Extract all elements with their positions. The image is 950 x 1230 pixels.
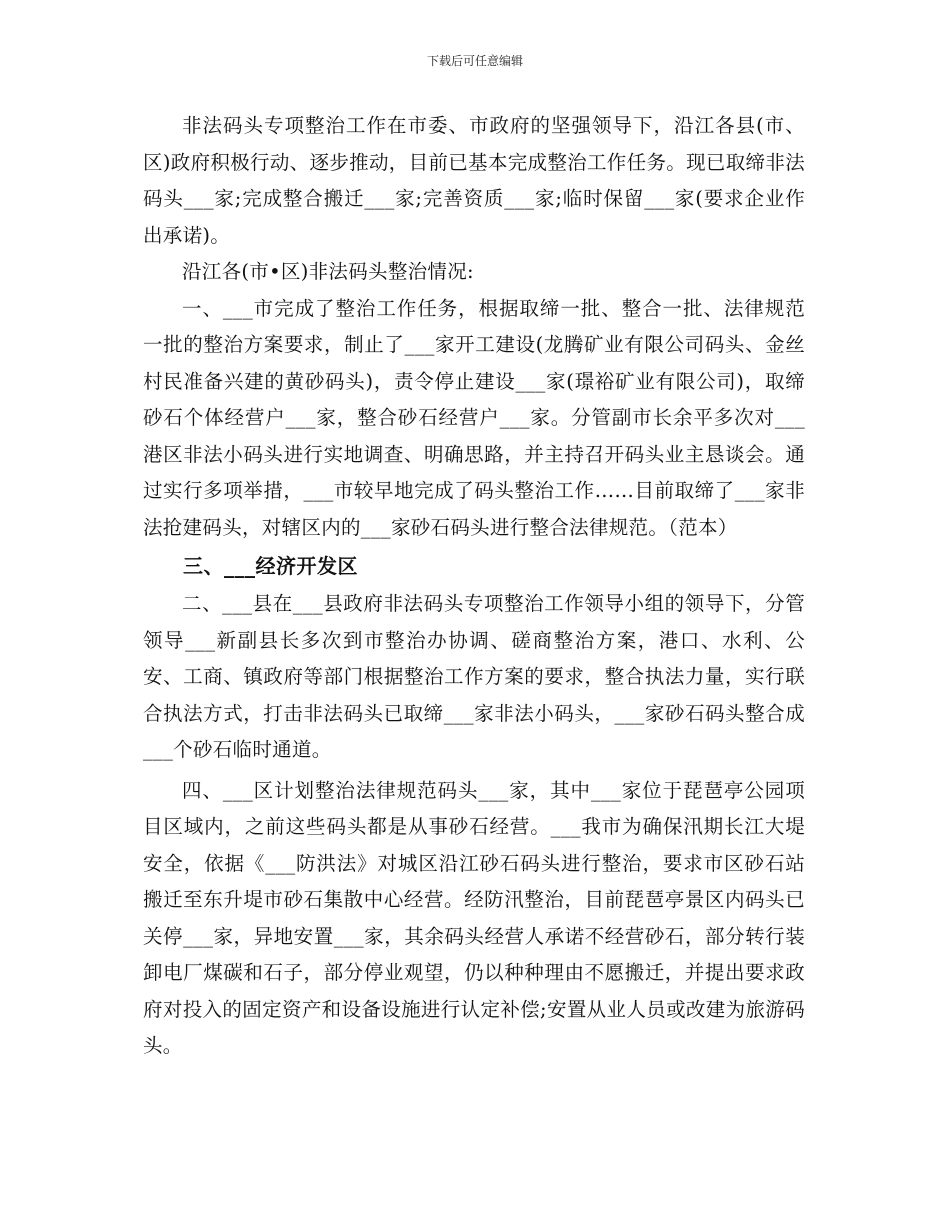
header-note: 下载后可任意编辑: [426, 54, 523, 68]
paragraph-subtitle: 沿江各(市•区)非法码头整治情况:: [182, 260, 474, 283]
paragraph-section-4: 四、___区计划整治法律规范码头___家，其中___家位于琵琶亭公园项目区域内，之前这些码头都是从事砂石经营。___我市为确保汛期长江大堤安全，依据《___防洪法》对城区沿江砂石码头进行整治，要求市区砂石站搬迁至东升堤市砂石集散中心经营。经防汛整治，目前琵琶亭景区内码头已关停___家，异地安置___家，其余码头经营人承诺不经营砂石，部分转行装卸电厂煤碳和石子，部分停业观望，仍以种种理由不愿搬迁，并提出要求政府对投入的固定资产和设备设施进行认定补偿;安置从业人员或改建为旅游码头。: [143, 778, 805, 1057]
paragraph-section-2: 二、___县在___县政府非法码头专项整治工作领导小组的领导下，分管领导___新副县长多次到市整治办协调、磋商整治方案，港口、水利、公安、工商、镇政府等部门根据整治工作方案的要求，整合执法力量，实行联合执法方式，打击非法码头已取缔___家非法小码头，___家砂石码头整合成___个砂石临时通道。: [143, 592, 805, 761]
document-body: [143, 108, 805, 1065]
paragraph-intro: 非法码头专项整治工作在市委、市政府的坚强领导下，沿江各县(市、区)政府积极行动、逐步推动，目前已基本完成整治工作任务。现已取缔非法码头___家;完成整合搬迁___家;完善资质___家;临时保留___家(要求企业作出承诺)。: [143, 114, 805, 247]
section-heading: 三、___经济开发区: [183, 554, 358, 578]
paragraph-section-1: 一、___市完成了整治工作任务，根据取缔一批、整合一批、法律规范一批的整治方案要求，制止了___家开工建设(龙腾矿业有限公司码头、金丝村民准备兴建的黄砂码头)，责令停止建设___家(璟裕矿业有限公司)，取缔砂石个体经营户___家，整合砂石经营户___家。分管副市长余平多次对___港区非法小码头进行实地调查、明确思路，并主持召开码头业主恳谈会。通过实行多项举措，___市较早地完成了码头整治工作……目前取缔了___家非法抢建码头，对辖区内的___家砂石码头进行整合法律规范。（范本）: [143, 296, 805, 539]
